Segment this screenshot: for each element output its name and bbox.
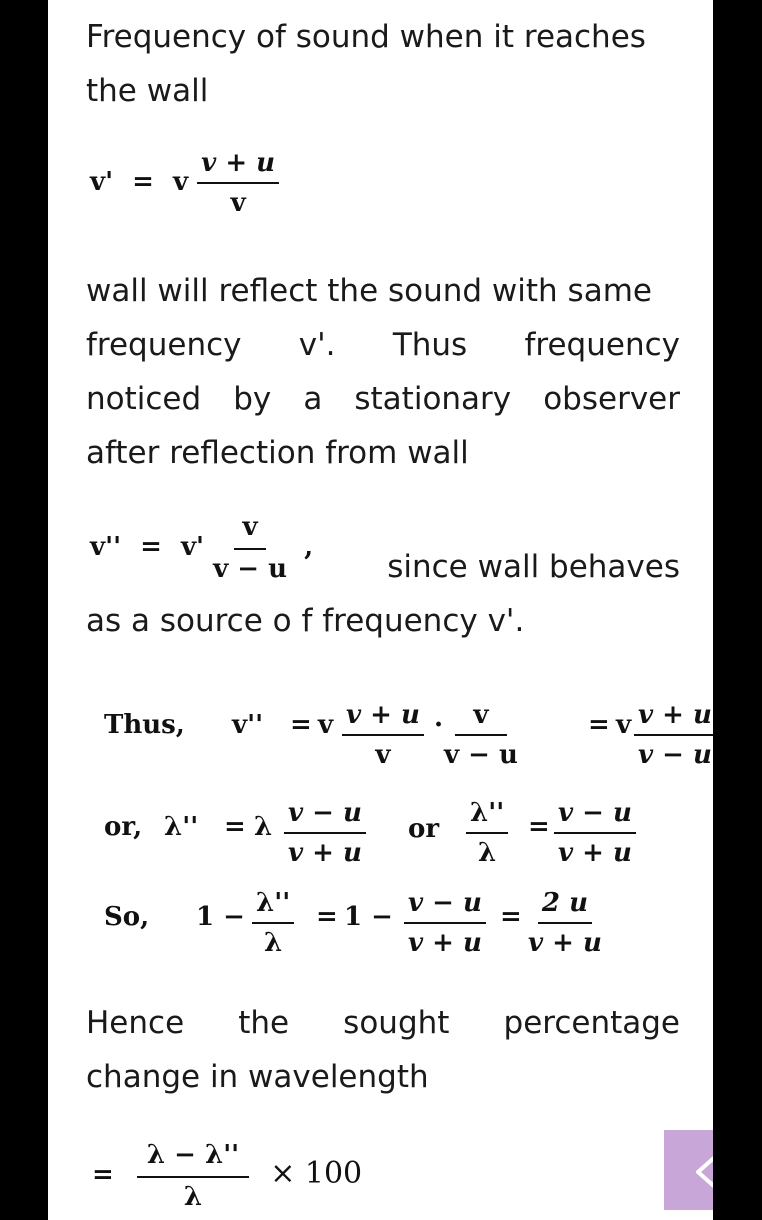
eq3-f3-den: v − u [638, 740, 712, 770]
eq4-or: or [408, 814, 440, 844]
eq4-label: or, [104, 812, 143, 842]
hence-paragraph [86, 996, 680, 1104]
eq4-fraction-1 [284, 798, 366, 868]
eq5-f2-num: v − u [404, 888, 486, 924]
eq1-denominator: v [230, 188, 246, 218]
eq6-numerator: λ − λ'' [137, 1140, 249, 1178]
eq3-dot: · [434, 710, 444, 740]
eq5-fraction-2 [404, 888, 486, 958]
eq2-numerator: v [234, 512, 265, 550]
eq5-label: So, [104, 902, 150, 932]
eq6-denominator: λ [183, 1182, 203, 1212]
eq5-f2-den: v + u [408, 928, 482, 958]
eq5-f3-num: 2 u [538, 888, 592, 924]
source-line: as a source o f frequency v'. [86, 603, 525, 639]
eq4-equals: = [224, 812, 246, 842]
eq4-f1-num: v − u [284, 798, 366, 834]
eq2-denominator: v − u [213, 554, 287, 584]
reflect-line-2 [86, 318, 680, 372]
eq5-fraction-1 [252, 888, 294, 958]
equation-reflected [90, 512, 313, 584]
content-page [48, 0, 713, 1220]
eq3-f2-num: v [455, 700, 506, 736]
eq4-f3-num: v − u [554, 798, 636, 834]
eq2-v: v' [180, 532, 205, 562]
eq4-f2-num: λ'' [466, 798, 508, 834]
eq5-equals: = [316, 902, 338, 932]
eq6-times: × 100 [270, 1156, 363, 1191]
eq1-fraction [197, 148, 279, 218]
eq4-f3-den: v + u [558, 838, 632, 868]
intro-line-1: Frequency of sound when it reaches [86, 19, 646, 55]
eq1-lhs: v' [90, 167, 114, 197]
since-text [366, 540, 680, 594]
source-paragraph [86, 594, 680, 648]
eq3-equals-2: = [588, 710, 610, 740]
eq2-fraction [213, 512, 287, 584]
eq1-numerator: v + u [197, 148, 279, 184]
equation-wavelength [104, 798, 684, 872]
eq2-comma: , [304, 532, 314, 562]
eq4-equals-2: = [528, 812, 550, 842]
eq5-one: 1 − [196, 902, 245, 932]
eq3-fraction-1 [342, 700, 424, 770]
eq3-equals: = [290, 710, 312, 740]
eq2-lhs: v'' [90, 532, 122, 562]
eq1-v: v [173, 167, 189, 197]
equation-ratio [104, 888, 684, 962]
eq5-f3-den: v + u [528, 928, 602, 958]
chevron-left-icon [692, 1152, 713, 1192]
equation-percentage [92, 1140, 362, 1212]
equation-doppler-wall [90, 148, 279, 218]
intro-paragraph [86, 10, 680, 118]
intro-line-2: the wall [86, 73, 209, 109]
eq4-lambda: λ [254, 812, 273, 842]
reflect-line-4: after reflection from wall [86, 435, 469, 471]
eq3-lhs: v'' [232, 710, 264, 740]
eq3-f1-num: v + u [342, 700, 424, 736]
eq4-fraction-3 [554, 798, 636, 868]
reflect-word-1: frequency [86, 327, 242, 363]
eq6-fraction [137, 1140, 249, 1212]
eq3-v2: v [616, 710, 632, 740]
eq4-f1-den: v + u [288, 838, 362, 868]
hence-line-1: Hence the sought percentage [86, 1005, 680, 1041]
hence-line-2: change in wavelength [86, 1059, 429, 1095]
eq4-f2-den: λ [477, 838, 497, 868]
reflect-line-1: wall will reflect the sound with same [86, 273, 652, 309]
eq3-f2-den: v − u [444, 740, 518, 770]
reflect-word-4: frequency [524, 327, 680, 363]
since-line: since wall behaves [387, 549, 680, 585]
eq5-f1-den: λ [263, 928, 283, 958]
eq3-f1-den: v [375, 740, 391, 770]
eq5-f1-num: λ'' [252, 888, 294, 924]
reflect-word-2: v'. [298, 327, 336, 363]
eq3-label: Thus, [104, 710, 185, 740]
reflection-paragraph [86, 264, 680, 480]
reflect-line-3: noticed by a stationary observer [86, 381, 680, 417]
eq2-equals: = [140, 532, 162, 562]
eq4-lhs: λ'' [164, 812, 199, 842]
equation-thus [104, 700, 712, 770]
eq5-one-2: 1 − [344, 902, 393, 932]
eq5-fraction-3 [528, 888, 602, 958]
eq1-equals: = [132, 167, 154, 197]
eq3-fraction-2 [444, 700, 518, 770]
eq3-f3-num: v + u [634, 700, 713, 736]
back-button[interactable] [664, 1130, 713, 1210]
eq5-equals-2: = [500, 902, 522, 932]
reflect-word-3: Thus [392, 327, 468, 363]
eq3-fraction-3 [634, 700, 713, 770]
eq3-v: v [318, 710, 334, 740]
eq4-fraction-2 [466, 798, 508, 868]
eq6-equals: = [92, 1160, 114, 1190]
